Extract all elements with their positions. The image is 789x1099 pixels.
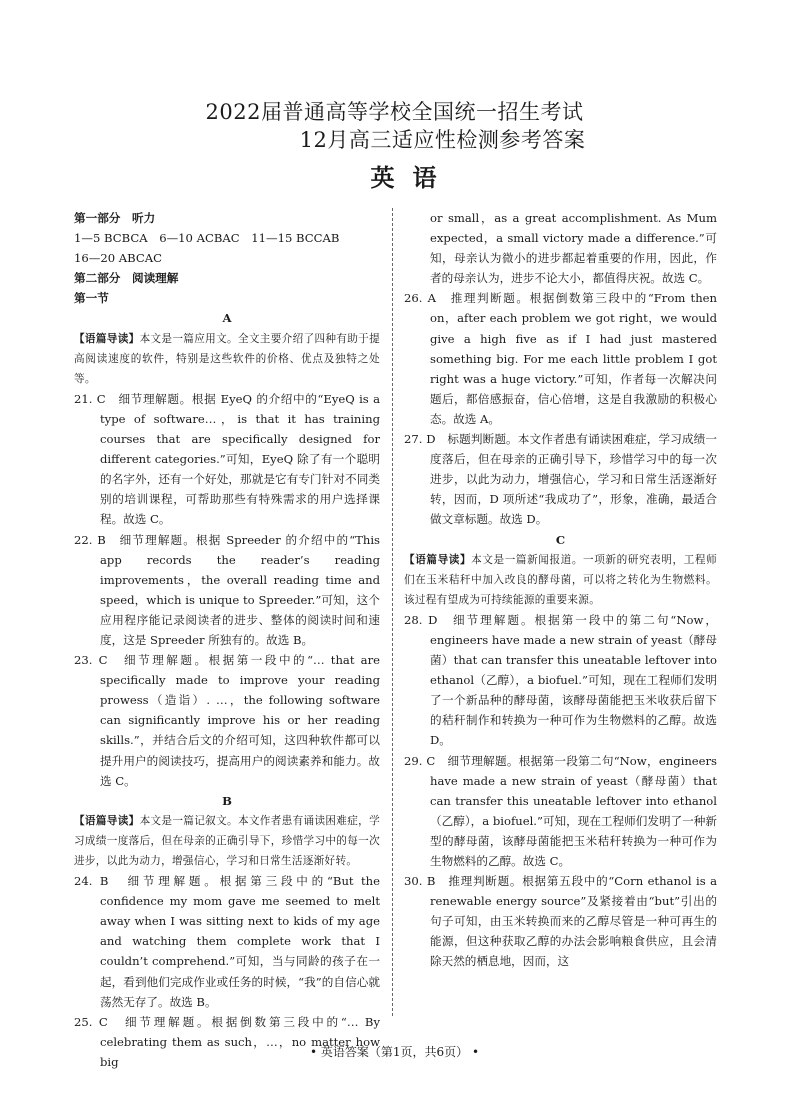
guide-label: 【语篇导读】: [404, 553, 472, 566]
answer-22: 22. B 细节理解题。根据 Spreeder 的介绍中的“This app records the reader’s reading improvements，the overall reading time and speed，which is unique to Spreeder.”可知，这个应用程序能记录阅读者的进步、整体的阅读时间和速度，这是 Spreeder 所独有的。故选 B。: [74, 532, 380, 647]
passage-a-heading: A: [222, 311, 232, 326]
exam-subtitle: 12月高三适应性检测参考答案: [299, 128, 586, 152]
answer-28: 28. D 细节理解题。根据第一段中的第二句“Now，engineers have made a new strain of yeast（酵母菌）that can transfer this uneatable leftover into ethanol（乙醇），a biofuel.”可知，现在工程师们发明了一个新品种的酵母菌，该酵母菌能把玉米收获后留下的秸秆制作和转换为一种可作为生物燃料的乙醇。故选 D。: [404, 612, 717, 748]
answer-26: 26. A 推理判断题。根据倒数第三段中的“From then on，after each problem we got right，we would give a high five as if I had just mastered something big. For me each little problem I got right was a huge victory.”可知，作者每一次解决问题后，都倍感振奋，信心倍增，这是自我激励的积极心态。故选 A。: [404, 291, 717, 426]
answer-25: 25. C 细节理解题。根据倒数第三段中的“… By celebrating them as such，…，no matter how big: [74, 1014, 380, 1069]
right-column: [404, 208, 717, 972]
page-footer: • 英语答案（第1页，共6页） •: [309, 1045, 480, 1059]
part1-heading: 第一部分 听力: [74, 211, 156, 225]
subject-title: 英语: [370, 163, 455, 192]
passage-a-guide: [74, 329, 380, 389]
section1-heading: 第一节: [74, 291, 109, 306]
answer-25-continued: or small，as a great accomplishment. As Mum expected，a small victory made a difference.”可知，母亲认为微小的进步都起着重要的作用，因此，作者的母亲认为，进步不论大小，都值得庆祝。故选 C。: [430, 211, 717, 286]
answer-21: 21. C 细节理解题。根据 EyeQ 的介绍中的“EyeQ is a type of software…，is that it has training courses that are specifically designed for different categories.”可知，EyeQ 除了有一个聪明的名字外，还有一个好处，那就是它有专门针对不同类别的培训课程，可帮助那些有特殊需求的用户选择课程。故选 C。: [74, 391, 380, 527]
column-divider: [392, 208, 393, 1016]
passage-c-heading: C: [555, 532, 566, 547]
guide-text: 本文是一篇新闻报道。一项新的研究表明，工程师们在玉米秸秆中加入改良的酵母菌，可以将之转化为生物燃料。该过程有望成为可持续能源的重要来源。: [404, 553, 717, 606]
answer-30: 30. B 推理判断题。根据第五段中的“Corn ethanol is a renewable energy source”及紧接着由“but”引出的句子可知，由玉米转换而来的乙醇尽管是一种可再生的能源，但这种获取乙醇的办法会影响粮食供应，且会清除天然的栖息地，因而，这: [404, 874, 717, 969]
answer-24: 24. B 细节理解题。根据第三段中的“But the confidence my mom gave me seemed to melt away when I was sitting next to kids of my age and watching them complete work that I couldn’t comprehend.”可知，当与同龄的孩子在一起，看到他们完成作业或任务的时候，“我”的自信心就荡然无存了。故选 B。: [74, 874, 380, 1009]
guide-text: 本文是一篇记叙文。本文作者患有诵读困难症，学习成绩一度落后，但在母亲的正确引导下，珍惜学习中的每一次进步，以此为动力，增强信心，学习和日常生活逐渐好转。: [74, 814, 380, 867]
answer-27: 27. D 标题判断题。本文作者患有诵读困难症，学习成绩一度落后，但在母亲的正确引导下，珍惜学习中的每一次进步，以此为动力，增强信心，学习和日常生活逐渐好转，因而，D 项所述“我成功了”，形象，准确，最适合做文章标题。故选 D。: [404, 432, 717, 527]
listening-answers-1: 1—5 BCBCA 6—10 ACBAC 11—15 BCCAB: [74, 231, 340, 246]
passage-b-heading: B: [222, 793, 232, 808]
listening-answers-2: 16—20 ABCAC: [74, 251, 163, 266]
left-column: [74, 208, 380, 1072]
guide-text: 本文是一篇应用文。全文主要介绍了四种有助于提高阅读速度的软件，特别是这些软件的价格、优点及独特之处等。: [74, 332, 380, 385]
guide-label: 【语篇导读】: [74, 332, 140, 345]
passage-b-guide: [74, 811, 380, 871]
answer-29: 29. C 细节理解题。根据第一段第二句“Now，engineers have made a new strain of yeast（酵母菌）that can transfer this uneatable leftover into ethanol（乙醇），a biofuel.”可知，现在工程师们发明了一种新型的酵母菌，该酵母菌能把玉米秸秆转换为一种可作为生物燃料的乙醇。故选 C。: [404, 753, 717, 868]
passage-c-guide: [404, 550, 717, 610]
exam-title: 2022届普通高等学校全国统一招生考试: [205, 100, 584, 124]
guide-label: 【语篇导读】: [74, 814, 140, 827]
answer-23: 23. C 细节理解题。根据第一段中的“… that are specifically made to improve your reading prowess（造诣）. …，the following software can significantly improve his or her reading skills.”，并结合后文的介绍可知，这四种软件都可以提升用户的阅读技巧，提高用户的阅读素养和能力。故选 C。: [74, 653, 380, 788]
part2-heading: 第二部分 阅读理解: [74, 271, 179, 286]
